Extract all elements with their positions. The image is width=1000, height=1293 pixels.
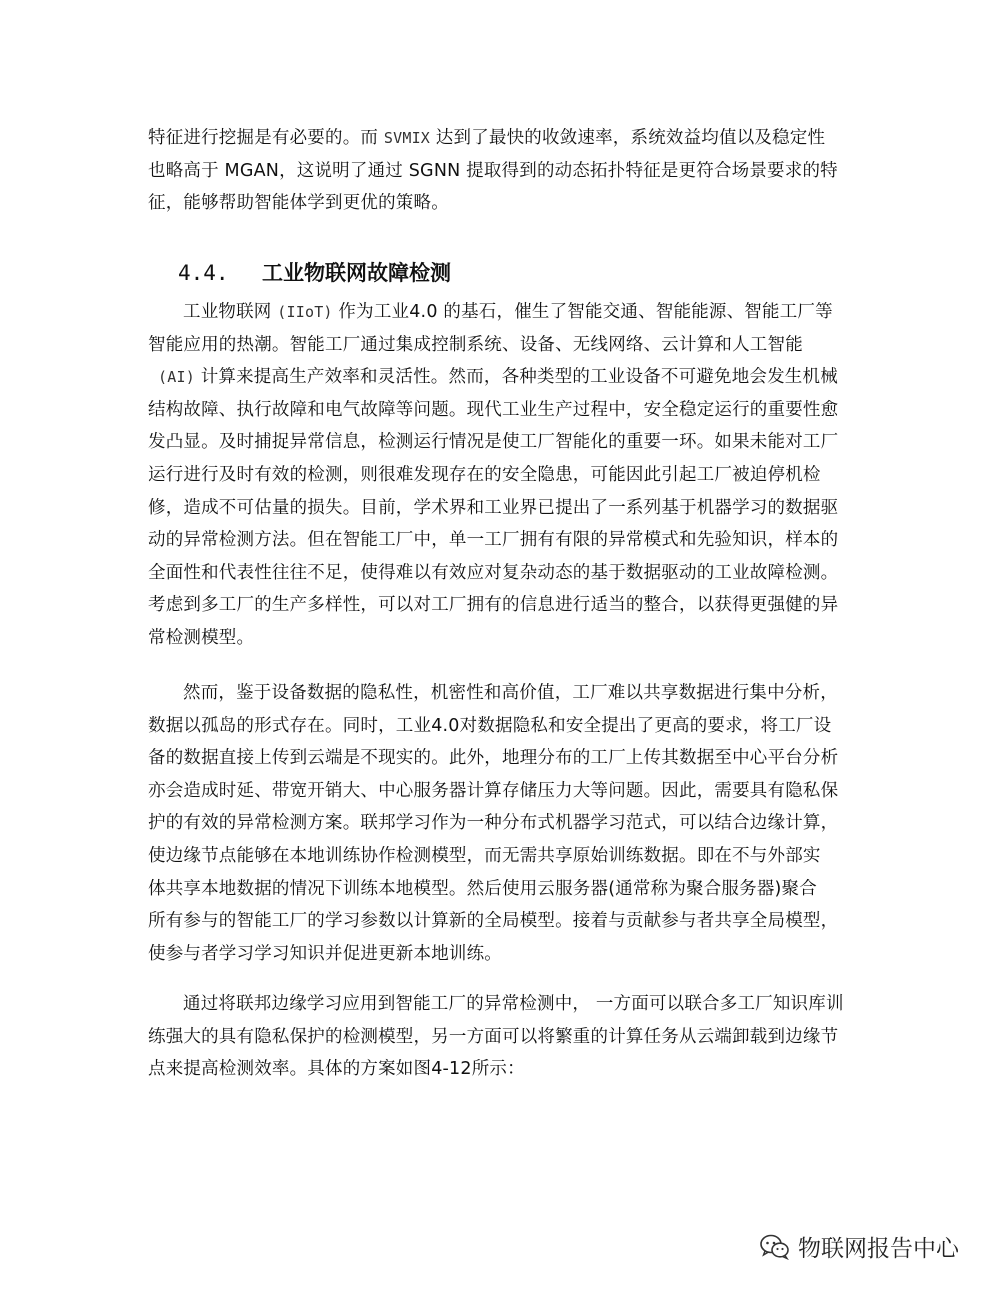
paragraph-federated-edge <box>148 988 853 1086</box>
text-line <box>148 361 853 394</box>
text-line: 数据以孤岛的形式存在。同时，工业4.0对数据隐私和安全提出了更高的要求，将工厂设 <box>148 715 832 736</box>
text-line: 然而，鉴于设备数据的隐私性，机密性和高价值，工厂难以共享数据进行集中分析， <box>183 683 838 703</box>
text-line: 通过将联邦边缘学习应用到智能工厂的异常检测中， 一方面可以联合多工厂知识库训 <box>183 994 844 1014</box>
text-line: 使参与者学习学习知识并促进更新本地训练。 <box>148 943 502 964</box>
text-line: 点来提高检测效率。具体的方案如图4-12所示： <box>148 1059 525 1080</box>
paragraph-privacy <box>148 677 853 970</box>
source-watermark <box>760 1230 959 1263</box>
text-line: 也略高于 MGAN，这说明了通过 SGNN 提取得到的动态拓扑特征是更符合场景要求的特 <box>148 160 838 181</box>
text-line: 常检测模型。 <box>148 627 255 648</box>
text-line <box>148 296 853 329</box>
text-line: 征，能够帮助智能体学到更优的策略。 <box>148 193 449 214</box>
text-line: 发凸显。及时捕捉异常信息，检测运行情况是使工厂智能化的重要一环。如果未能对工厂 <box>148 432 839 453</box>
text-run: 计算来提高生产效率和灵活性。然而，各种类型的工业设备不可避免地会发生机械 <box>194 367 838 388</box>
paragraph-iiot-intro <box>148 296 853 655</box>
text-line: 全面性和代表性往往不足，使得难以有效应对复杂动态的基于数据驱动的工业故障检测。 <box>148 562 839 583</box>
text-line: 练强大的具有隐私保护的检测模型，另一方面可以将繁重的计算任务从云端卸载到边缘节 <box>148 1026 839 1047</box>
inline-code: (AI) <box>158 368 195 387</box>
text-line: 修，造成不可估量的损失。目前，学术界和工业界已提出了一系列基于机器学习的数据驱 <box>148 497 839 518</box>
text-line: 亦会造成时延、带宽开销大、中心服务器计算存储压力大等问题。因此，需要具有隐私保 <box>148 780 839 801</box>
text-line: 结构故障、执行故障和电气故障等问题。现代工业生产过程中，安全稳定运行的重要性愈 <box>148 399 839 420</box>
inline-code: (IIoT) <box>277 303 333 321</box>
text-line: 体共享本地数据的情况下训练本地模型。然后使用云服务器(通常称为聚合服务器)聚合 <box>148 878 817 899</box>
text-line: 运行进行及时有效的检测，则很难发现存在的安全隐患，可能因此引起工厂被迫停机检 <box>148 464 821 485</box>
text-line: 考虑到多工厂的生产多样性，可以对工厂拥有的信息进行适当的整合，以获得更强健的异 <box>148 595 839 616</box>
wechat-icon <box>760 1234 790 1260</box>
paragraph-continuation <box>148 122 853 220</box>
text-run: 作为工业4.0 的基石，催生了智能交通、智能能源、智能工厂等 <box>332 302 833 322</box>
text-run: 工业物联网 <box>183 302 278 322</box>
text-line: 智能应用的热潮。智能工厂通过集成控制系统、设备、无线网络、云计算和人工智能 <box>148 334 803 355</box>
text-run: 达到了最快的收敛速率，系统效益均值以及稳定性 <box>430 128 826 148</box>
text-line: 所有参与的智能工厂的学习参数以计算新的全局模型。接着与贡献参与者共享全局模型， <box>148 911 839 932</box>
text-line: 护的有效的异常检测方案。联邦学习作为一种分布式机器学习范式，可以结合边缘计算， <box>148 813 839 834</box>
section-number: 4.4. <box>178 261 229 285</box>
text-line <box>148 122 853 155</box>
text-line: 动的异常检测方法。但在智能工厂中，单一工厂拥有有限的异常模式和先验知识，样本的 <box>148 530 839 551</box>
watermark-text: 物联网报告中心 <box>798 1236 959 1262</box>
text-line: 使边缘节点能够在本地训练协作检测模型，而无需共享原始训练数据。即在不与外部实 <box>148 845 821 866</box>
text-run: 特征进行挖掘是有必要的。而 <box>148 128 384 148</box>
inline-code: SVMIX <box>383 129 431 147</box>
section-heading <box>178 257 451 287</box>
section-title: 工业物联网故障检测 <box>262 261 451 285</box>
text-line: 备的数据直接上传到云端是不现实的。此外，地理分布的工厂上传其数据至中心平台分析 <box>148 748 839 769</box>
